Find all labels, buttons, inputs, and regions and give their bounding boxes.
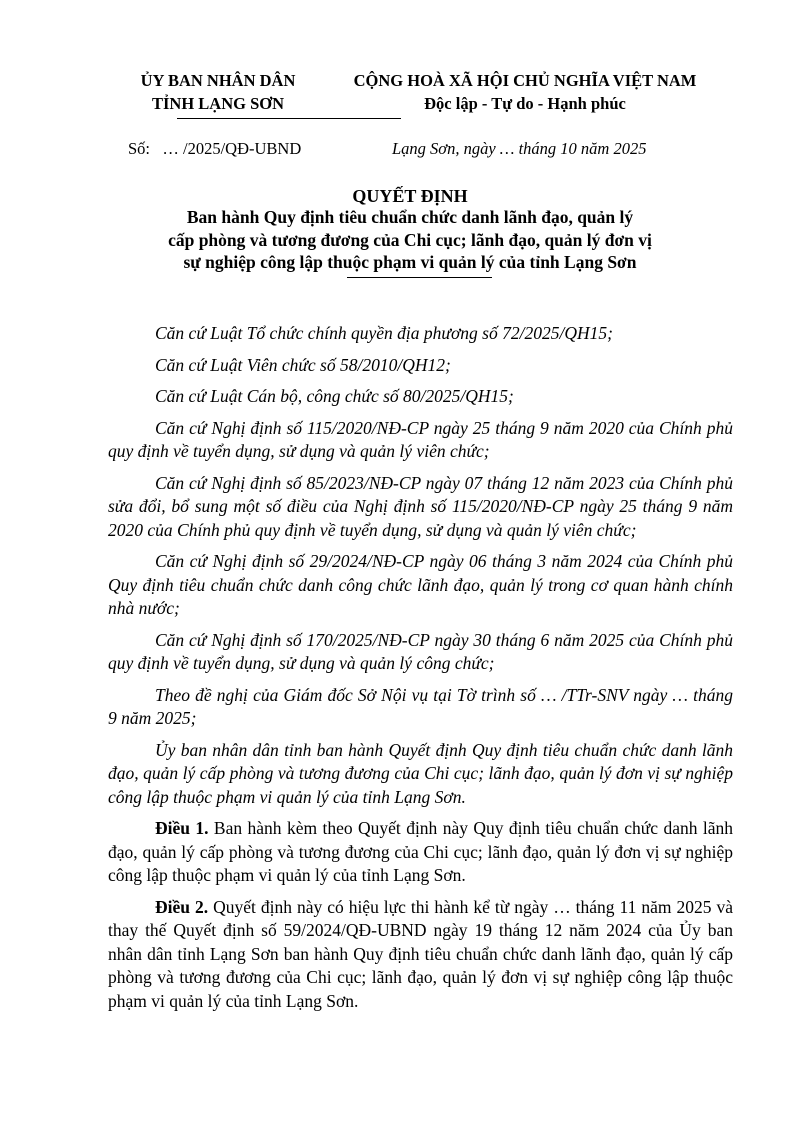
title-underline [347, 277, 492, 278]
document-subject-line2: cấp phòng và tương đương của Chi cục; lãnh đạo, quản lý đơn vị [168, 230, 652, 250]
national-motto: Độc lập - Tự do - Hạnh phúc [424, 94, 626, 113]
article-2 [108, 896, 733, 1014]
preamble [108, 322, 733, 817]
preamble-item: Theo đề nghị của Giám đốc Sở Nội vụ tại Tờ trình số … /TTr-SNV ngày … tháng 9 năm 2025; [108, 684, 733, 728]
preamble-item: Căn cứ Luật Tổ chức chính quyền địa phương số 72/2025/QH15; [155, 323, 613, 343]
place-and-date: Lạng Sơn, ngày … tháng 10 năm 2025 [392, 139, 647, 158]
articles [108, 817, 733, 1013]
issuer-underline [177, 118, 401, 119]
preamble-item: Căn cứ Nghị định số 115/2020/NĐ-CP ngày 25 tháng 9 năm 2020 của Chính phủ quy định về tuyển dụng, sử dụng và quản lý viên chức; [108, 417, 733, 461]
preamble-item: Căn cứ Luật Cán bộ, công chức số 80/2025/QH15; [155, 386, 514, 406]
document-subject-line1: Ban hành Quy định tiêu chuẩn chức danh lãnh đạo, quản lý [186, 207, 634, 227]
document-type-heading: QUYẾT ĐỊNH [352, 186, 468, 206]
article-1-text: Ban hành kèm theo Quyết định này Quy định tiêu chuẩn chức danh lãnh đạo, quản lý cấp phòng và tương đương của Chi cục; lãnh đạo, quản lý đơn vị sự nghiệp công lập thuộc phạm vi quản lý của tỉnh Lạng Sơn. [108, 818, 733, 885]
national-title: CỘNG HOÀ XÃ HỘI CHỦ NGHĨA VIỆT NAM [353, 71, 697, 90]
preamble-item: Căn cứ Nghị định số 29/2024/NĐ-CP ngày 06 tháng 3 năm 2024 của Chính phủ Quy định tiêu chuẩn chức danh công chức lãnh đạo, quản lý trong cơ quan hành chính nhà nước; [108, 551, 733, 618]
article-2-text: Quyết định này có hiệu lực thi hành kể từ ngày … tháng 11 năm 2025 và thay thế Quyết định số 59/2024/QĐ-UBND ngày 19 tháng 12 năm 2024 của Ủy ban nhân dân tỉnh Lạng Sơn ban hành Quy định tiêu chuẩn chức danh lãnh đạo, quản lý cấp phòng và tương đương của Chi cục; lãnh đạo, quản lý đơn vị sự nghiệp công lập thuộc phạm vi quản lý của tỉnh Lạng Sơn. [108, 896, 733, 1011]
article-2-label: Điều 2. [155, 896, 209, 917]
preamble-item: Căn cứ Nghị định số 170/2025/NĐ-CP ngày 30 tháng 6 năm 2025 của Chính phủ quy định về tuyển dụng, sử dụng và quản lý công chức; [108, 629, 733, 673]
article-1 [108, 817, 733, 888]
preamble-item: Ủy ban nhân dân tỉnh ban hành Quyết định Quy định tiêu chuẩn chức danh lãnh đạo, quản lý cấp phòng và tương đương của Chi cục; lãnh đạo, quản lý đơn vị sự nghiệp công lập thuộc phạm vi quản lý của tỉnh Lạng Sơn. [108, 739, 733, 807]
article-1-label: Điều 1. [155, 818, 209, 838]
issuer-name-line1: ỦY BAN NHÂN DÂN [140, 71, 296, 90]
preamble-item: Căn cứ Nghị định số 85/2023/NĐ-CP ngày 07 tháng 12 năm 2023 của Chính phủ sửa đổi, bổ sung một số điều của Nghị định số 115/2020/NĐ-CP ngày 25 tháng 9 năm 2020 của Chính phủ quy định về tuyển dụng, sử dụng và quản lý viên chức; [108, 472, 733, 540]
document-number: Số: … /2025/QĐ-UBND [128, 139, 302, 158]
document-subject-line3: sự nghiệp công lập thuộc phạm vi quản lý của tỉnh Lạng Sơn [183, 252, 637, 272]
preamble-item: Căn cứ Luật Viên chức số 58/2010/QH12; [155, 354, 451, 375]
issuer-name-line2: TỈNH LẠNG SƠN [151, 94, 285, 113]
